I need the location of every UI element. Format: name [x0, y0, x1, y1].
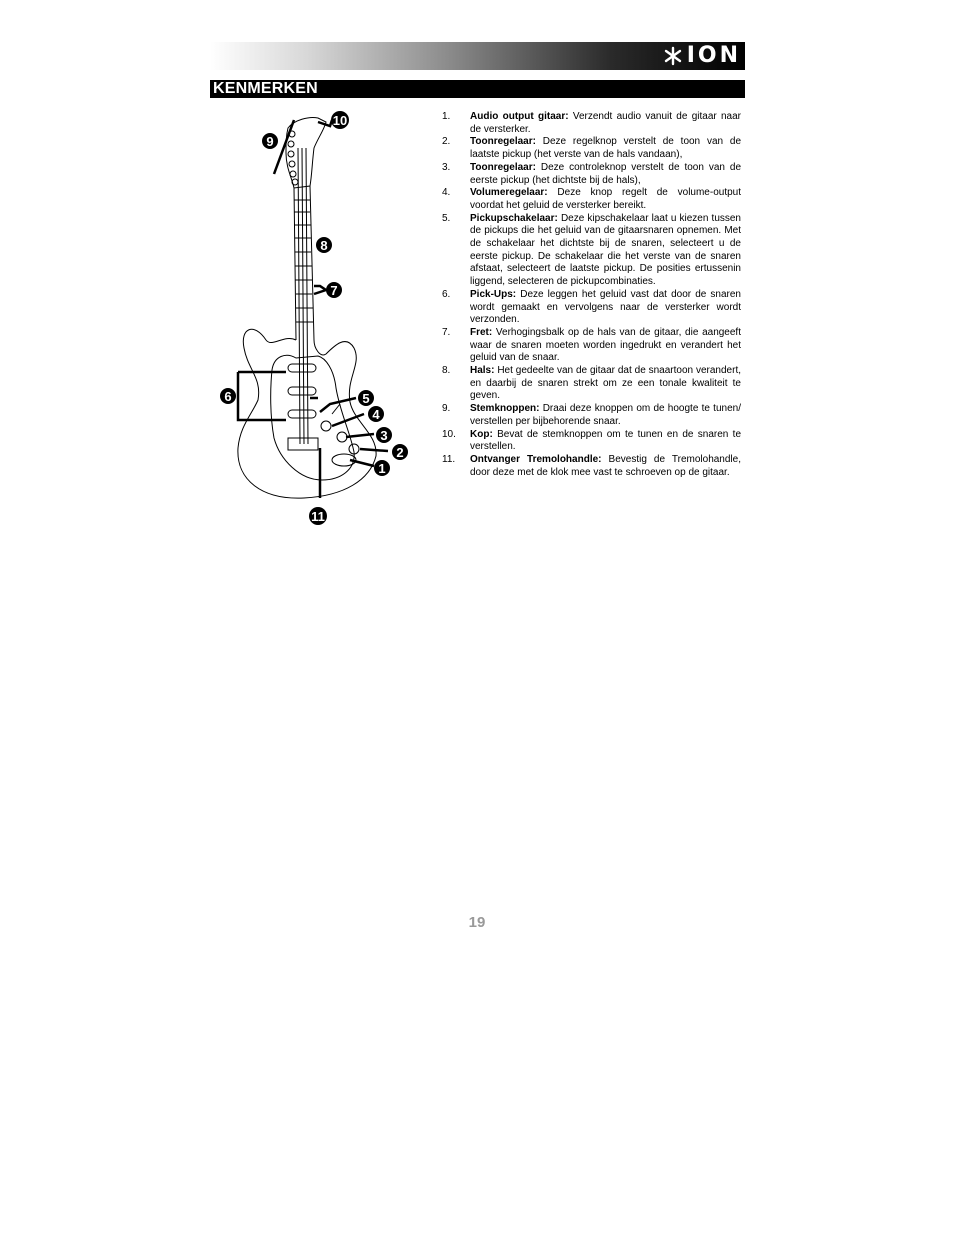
callout-7: [326, 282, 342, 298]
svg-text:6: 6: [224, 389, 232, 404]
list-item-body: [470, 162, 741, 187]
list-item-text: Bevestig de Tremolohandle, door deze met de klok mee vast te schroeven op de gitaar.: [470, 453, 741, 478]
list-item-body: [470, 454, 741, 479]
list-item-term: Stemknoppen:: [470, 403, 540, 415]
list-item-body: [470, 213, 741, 289]
callout-2: [392, 444, 408, 460]
list-item-number: 3.: [442, 161, 451, 173]
list-item: [442, 327, 741, 365]
list-item-body: [470, 403, 741, 428]
brand-name: ION: [686, 43, 741, 68]
list-item-number: 1.: [442, 111, 451, 122]
header-gradient-bar: [210, 42, 745, 70]
list-item-number: 2.: [442, 136, 451, 148]
list-item-number: 11.: [442, 453, 456, 465]
callout-10: [331, 111, 349, 129]
list-item-text: Draai deze knoppen om de hoogte te tunen/ verstellen per bijbehorende snaar.: [470, 403, 741, 427]
list-item: [442, 111, 741, 136]
feature-list: [442, 111, 741, 479]
list-item: [442, 429, 741, 454]
list-item-term: Toonregelaar:: [470, 161, 536, 173]
list-item: [442, 289, 741, 327]
list-item-text: Verhogingsbalk op de hals van de gitaar, die aangeeft waar de snaren moeten worden ingedrukt en verandert het geluid van de snaar.: [470, 326, 741, 364]
list-item-number: 10.: [442, 428, 456, 440]
callout-11: [309, 507, 327, 525]
callout-5: [358, 390, 374, 406]
list-item-body: [470, 111, 741, 136]
list-item-number: 5.: [442, 212, 451, 224]
list-item: [442, 365, 741, 403]
list-item-text: Deze leggen het geluid vast dat door de snaren wordt gemaakt en vervolgens naar de versterker wordt verzonden.: [470, 288, 741, 326]
list-item-term: Hals:: [470, 365, 495, 377]
svg-text:2: 2: [396, 445, 404, 460]
list-item-text: Deze regelknop verstelt de toon van de laatste pickup (het verste van de hals vandaan),: [470, 136, 742, 161]
list-item: [442, 187, 741, 212]
ion-logo-mark-icon: [663, 46, 683, 66]
callout-1: [374, 460, 390, 476]
list-item-number: 8.: [442, 365, 451, 377]
svg-text:7: 7: [330, 283, 338, 298]
list-item-text: Bevat de stemknoppen om te tunen en de snaren te verstellen.: [470, 428, 742, 453]
list-item-number: 6.: [442, 288, 451, 300]
list-item-term: Fret:: [470, 326, 493, 338]
list-item-term: Ontvanger Tremolohandle:: [470, 453, 602, 465]
callout-8: [316, 237, 332, 253]
list-item-term: Pickupschakelaar:: [470, 212, 558, 224]
list-item-body: [470, 136, 741, 161]
list-item: [442, 454, 741, 479]
list-item-number: 9.: [442, 403, 451, 415]
list-item-term: Toonregelaar:: [470, 136, 536, 148]
page-number: 19: [468, 914, 486, 931]
list-item: [442, 403, 741, 428]
list-item-number: 4.: [442, 187, 451, 199]
list-item-term: Audio output gitaar:: [470, 111, 569, 122]
guitar-diagram: [214, 108, 424, 530]
list-item-term: Volumeregelaar:: [470, 187, 548, 199]
list-item-text: Het gedeelte van de gitaar dat de snaartoon verandert, en daarbij de snaren strekt om ze een tonale kwaliteit te geven.: [470, 365, 741, 402]
callout-9: [262, 133, 278, 149]
list-item-body: [470, 289, 741, 327]
list-item-text: Deze controleknop verstelt de toon van de eerste pickup (het dichtste bij de hals),: [470, 161, 742, 186]
svg-text:9: 9: [266, 134, 274, 149]
callouts: [220, 111, 408, 525]
list-item-body: [470, 187, 741, 212]
list-item-body: [470, 327, 741, 365]
list-item: [442, 213, 741, 289]
svg-text:8: 8: [320, 238, 328, 253]
guitar-illustration: [214, 108, 424, 530]
list-item-text: Deze knop regelt de volume-output voordat het geluid de versterker bereikt.: [470, 187, 742, 211]
callout-4: [368, 406, 384, 422]
svg-text:1: 1: [378, 461, 386, 476]
callout-3: [376, 427, 392, 443]
svg-text:4: 4: [372, 407, 380, 422]
list-item-term: Pick-Ups:: [470, 288, 517, 300]
list-item-text: Deze kipschakelaar laat u kiezen tussen de pickups die het geluid van de gitaarsnaren opnemen. Met de schakelaar het dichtste bij de snaren, selecteert u de eerste pickup. De schakelaar die het verste van de snaren afstaat, selecteert de laatste pickup. De posities ertussenin liggend, selecteren de pickupcombinaties.: [470, 212, 741, 288]
list-item: [442, 162, 741, 187]
ion-logo: [663, 45, 741, 67]
list-item: [442, 136, 741, 161]
list-item-term: Kop:: [470, 428, 493, 440]
callout-6: [220, 388, 236, 404]
section-title: KENMERKEN: [210, 80, 745, 98]
svg-text:5: 5: [362, 391, 370, 406]
list-item-number: 7.: [442, 326, 451, 338]
svg-text:11: 11: [311, 509, 325, 524]
list-item-body: [470, 429, 741, 454]
list-item-text: Verzendt audio vanuit de gitaar naar de versterker.: [470, 111, 741, 135]
svg-text:3: 3: [380, 428, 388, 443]
list-item-body: [470, 365, 741, 403]
svg-text:10: 10: [332, 113, 348, 128]
